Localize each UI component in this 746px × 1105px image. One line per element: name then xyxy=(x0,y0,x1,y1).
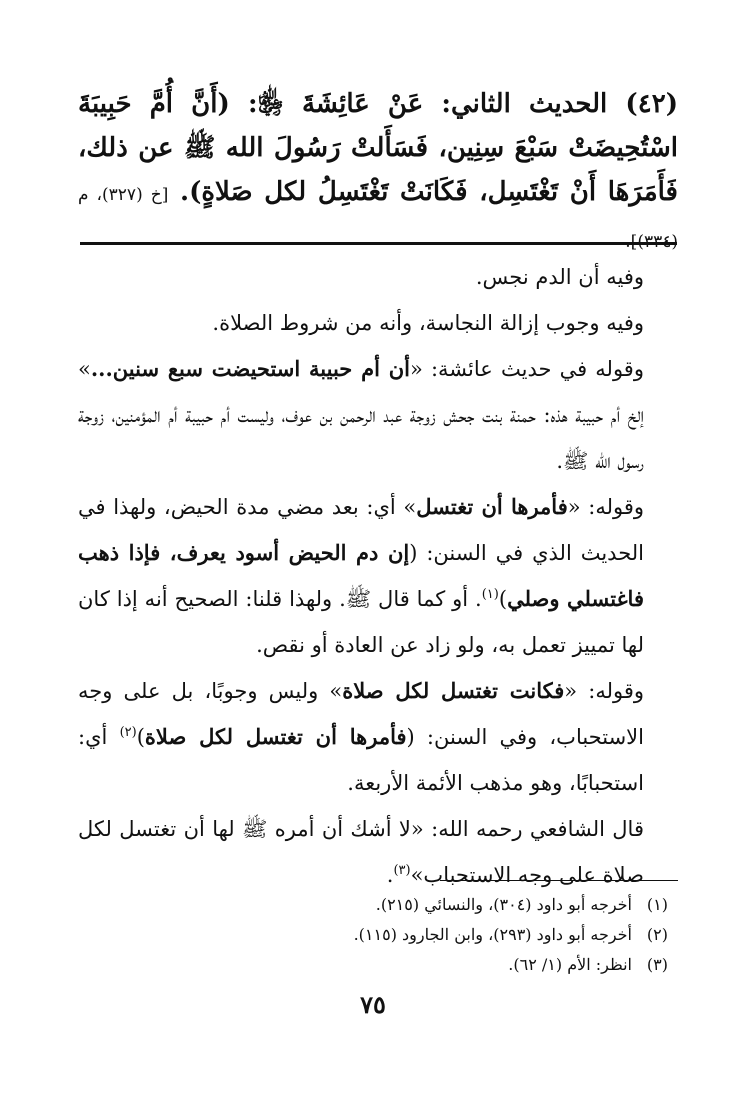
footnotes xyxy=(200,890,678,980)
paragraph-4-lead: وقوله: « xyxy=(567,495,645,519)
hadith-text: (٤٢) الحديث الثاني: عَنْ عَائِشَةَ ﵂: (أَنَّ أُمَّ حَبِيبَةَ اسْتُحِيضَتْ سَبْعَ سِنِين، فَسَأَلتْ رَسُولَ الله ﷺ عن ذلك، فَأَمَرَهَا أَنْ تَغْتَسِل، فَكَانَتْ تَغْتَسِلُ لكل صَلاةٍ). xyxy=(78,89,678,207)
footnote-text: أخرجه أبو داود (٢٩٣)، وابن الجارود (١١٥). xyxy=(353,925,632,944)
paragraph-3-lead: وقوله في حديث عائشة: « xyxy=(409,357,644,381)
paragraph-5 xyxy=(78,668,678,806)
page-number: ٧٥ xyxy=(360,990,386,1019)
quoted-phrase: فأمرها أن تغتسل xyxy=(416,494,568,519)
commentary-block xyxy=(78,254,678,898)
hadith-reference: [خ (٣٢٧)، م (٣٣٤)]. xyxy=(78,185,678,252)
footnote-number: (٣) xyxy=(646,955,668,974)
footnote-ref-1: (١) xyxy=(481,587,499,602)
footnote-2 xyxy=(200,920,678,950)
footnote-divider xyxy=(440,880,678,881)
paragraph-3 xyxy=(78,346,678,484)
footnote-number: (١) xyxy=(646,895,668,914)
footnote-3 xyxy=(200,950,678,980)
paragraph-2: وفيه وجوب إزالة النجاسة، وأنه من شروط الصلاة. xyxy=(212,311,644,335)
footnote-number: (٢) xyxy=(646,925,668,944)
paragraph-5-lead: وقوله: « xyxy=(564,679,645,703)
quoted-phrase: فكانت تغتسل لكل صلاة xyxy=(342,678,565,703)
footnote-text: انظر: الأم (١/ ٦٢). xyxy=(508,955,632,974)
paragraph-1: وفيه أن الدم نجس. xyxy=(475,265,644,289)
section-divider xyxy=(80,242,677,245)
paragraph-6-text: قال الشافعي رحمه الله: «لا أشك أن أمره ﷺ لها أن تغتسل لكل صلاة على وجه الاستحباب» xyxy=(78,817,644,887)
footnote-text: أخرجه أبو داود (٣٠٤)، والنسائي (٢١٥). xyxy=(375,895,632,914)
paragraph-3-rest: » إلخ أم حبيبة هذه: حمنة بنت جحش زوجة عبد الرحمن بن عوف، وليست أم حبيبة أم المؤمنين، زوجة رسول الله ﷺ. xyxy=(78,357,644,473)
closing-paren: ) xyxy=(498,587,508,611)
footnote-ref-2: (٢) xyxy=(119,725,137,740)
period: . xyxy=(386,863,394,887)
footnote-ref-3: (٣) xyxy=(393,863,411,878)
paragraph-4 xyxy=(78,484,678,668)
paragraph-4-rest: . أو كما قال ﷺ. ولهذا قلنا: الصحيح أنه إذا كان لها تمييز تعمل به، ولو زاد عن العادة أو نقص. xyxy=(78,587,644,657)
quoted-hadith: فأمرها أن تغتسل لكل صلاة xyxy=(144,724,407,749)
paragraph-5-mid: » وليس وجوبًا، بل على وجه الاستحباب، وفي السنن: ( xyxy=(78,679,644,749)
hadith-text-block xyxy=(78,82,678,264)
footnote-1 xyxy=(200,890,678,920)
quoted-hadith: إن دم الحيض أسود يعرف، فإذا ذهب فاغتسلي وصلي xyxy=(78,540,644,611)
quoted-phrase: أن أم حبيبة استحيضت سبع سنين... xyxy=(90,356,410,381)
paragraph-5-rest: أي: استحبابًا، وهو مذهب الأئمة الأربعة. xyxy=(78,725,644,795)
paragraph-6 xyxy=(78,806,678,898)
closing-paren: ) xyxy=(136,725,145,749)
paragraph-4-mid: » أي: بعد مضي مدة الحيض، ولهذا في الحديث الذي في السنن: ( xyxy=(78,495,644,565)
